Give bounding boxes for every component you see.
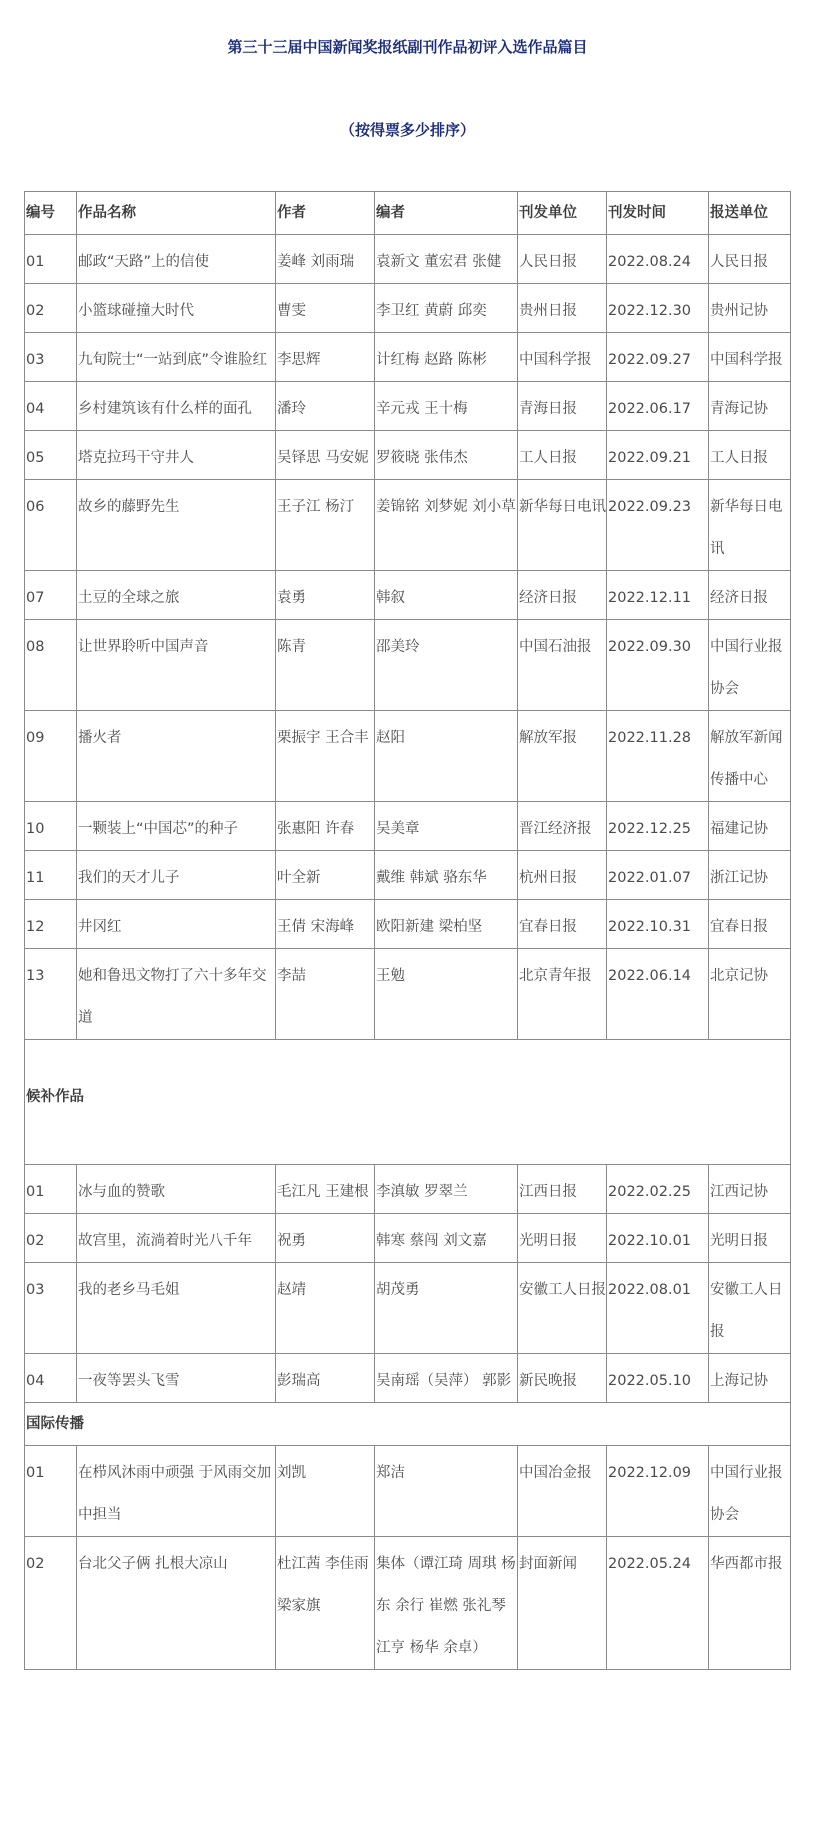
- cell-author: 祝勇: [276, 1214, 375, 1263]
- cell-work-title: 邮政“天路”上的信使: [77, 235, 276, 284]
- cell-work-title: 我的老乡马毛姐: [77, 1263, 276, 1354]
- table-row: [25, 235, 791, 284]
- header-editor: 编者: [375, 192, 518, 235]
- cell-author: 姜峰 刘雨瑞: [276, 235, 375, 284]
- table-row: [25, 1165, 791, 1214]
- cell-work-title: 故宫里，流淌着时光八千年: [77, 1214, 276, 1263]
- table-row: [25, 1354, 791, 1403]
- cell-submitting-unit: 中国行业报协会: [709, 1446, 791, 1537]
- cell-publish-date: 2022.09.21: [607, 431, 709, 480]
- cell-submitting-unit: 华西都市报: [709, 1537, 791, 1670]
- cell-publish-date: 2022.08.24: [607, 235, 709, 284]
- cell-submitting-unit: 贵州记协: [709, 284, 791, 333]
- cell-submitting-unit: 福建记协: [709, 802, 791, 851]
- cell-publisher: 中国石油报: [518, 620, 607, 711]
- international-works-body: [25, 1446, 791, 1670]
- cell-author: 张惠阳 许春: [276, 802, 375, 851]
- cell-editor: 袁新文 董宏君 张健: [375, 235, 518, 284]
- cell-editor: 赵阳: [375, 711, 518, 802]
- cell-work-title: 小篮球碰撞大时代: [77, 284, 276, 333]
- cell-publisher: 晋江经济报: [518, 802, 607, 851]
- cell-work-title: 播火者: [77, 711, 276, 802]
- cell-publisher: 青海日报: [518, 382, 607, 431]
- cell-editor: 李卫红 黄蔚 邱奕: [375, 284, 518, 333]
- cell-submitting-unit: 新华每日电讯: [709, 480, 791, 571]
- page-title: 第三十三届中国新闻奖报纸副刊作品初评入选作品篇目: [227, 38, 588, 56]
- cell-publisher: 江西日报: [518, 1165, 607, 1214]
- header-publish-date: 刊发时间: [607, 192, 709, 235]
- cell-work-title: 塔克拉玛干守井人: [77, 431, 276, 480]
- cell-author: 杜江茜 李佳雨 梁家旗: [276, 1537, 375, 1670]
- cell-editor: 王勉: [375, 949, 518, 1040]
- cell-publisher: 经济日报: [518, 571, 607, 620]
- cell-submitting-unit: 经济日报: [709, 571, 791, 620]
- cell-author: 李思辉: [276, 333, 375, 382]
- cell-number: 03: [25, 1263, 77, 1354]
- table-row: [25, 1537, 791, 1670]
- cell-number: 11: [25, 851, 77, 900]
- header-author: 作者: [276, 192, 375, 235]
- cell-editor: 欧阳新建 梁柏坚: [375, 900, 518, 949]
- cell-number: 01: [25, 1165, 77, 1214]
- cell-number: 01: [25, 235, 77, 284]
- cell-number: 02: [25, 284, 77, 333]
- cell-submitting-unit: 人民日报: [709, 235, 791, 284]
- cell-work-title: 九旬院士“一站到底”令谁脸红: [77, 333, 276, 382]
- cell-publisher: 光明日报: [518, 1214, 607, 1263]
- cell-publish-date: 2022.05.10: [607, 1354, 709, 1403]
- cell-submitting-unit: 工人日报: [709, 431, 791, 480]
- cell-work-title: 一夜等罢头飞雪: [77, 1354, 276, 1403]
- cell-author: 刘凯: [276, 1446, 375, 1537]
- cell-number: 04: [25, 1354, 77, 1403]
- cell-editor: 吴南瑶（吴萍） 郭影: [375, 1354, 518, 1403]
- cell-publish-date: 2022.06.14: [607, 949, 709, 1040]
- cell-author: 毛江凡 王建根: [276, 1165, 375, 1214]
- cell-publish-date: 2022.10.31: [607, 900, 709, 949]
- alternate-works-body: [25, 1165, 791, 1403]
- main-works-body: [25, 235, 791, 1040]
- table-row: [25, 333, 791, 382]
- cell-submitting-unit: 北京记协: [709, 949, 791, 1040]
- cell-submitting-unit: 安徽工人日报: [709, 1263, 791, 1354]
- international-section-row: [25, 1403, 791, 1446]
- cell-number: 12: [25, 900, 77, 949]
- table-row: [25, 802, 791, 851]
- cell-editor: 辛元戎 王十梅: [375, 382, 518, 431]
- cell-work-title: 井冈红: [77, 900, 276, 949]
- cell-publish-date: 2022.08.01: [607, 1263, 709, 1354]
- cell-publisher: 封面新闻: [518, 1537, 607, 1670]
- cell-editor: 胡茂勇: [375, 1263, 518, 1354]
- cell-submitting-unit: 宜春日报: [709, 900, 791, 949]
- international-section-label: 国际传播: [25, 1403, 791, 1446]
- cell-editor: 韩寒 蔡闯 刘文嘉: [375, 1214, 518, 1263]
- table-row: [25, 480, 791, 571]
- cell-number: 09: [25, 711, 77, 802]
- cell-publisher: 北京青年报: [518, 949, 607, 1040]
- cell-work-title: 让世界聆听中国声音: [77, 620, 276, 711]
- cell-number: 08: [25, 620, 77, 711]
- table-row: [25, 900, 791, 949]
- table-row: [25, 851, 791, 900]
- page-subtitle: （按得票多少排序）: [339, 121, 475, 139]
- cell-work-title: 土豆的全球之旅: [77, 571, 276, 620]
- cell-submitting-unit: 上海记协: [709, 1354, 791, 1403]
- cell-number: 07: [25, 571, 77, 620]
- cell-editor: 戴维 韩斌 骆东华: [375, 851, 518, 900]
- cell-publish-date: 2022.11.28: [607, 711, 709, 802]
- cell-number: 06: [25, 480, 77, 571]
- cell-publisher: 新民晚报: [518, 1354, 607, 1403]
- cell-editor: 姜锦铭 刘梦妮 刘小草: [375, 480, 518, 571]
- cell-number: 03: [25, 333, 77, 382]
- cell-author: 王子江 杨汀: [276, 480, 375, 571]
- cell-author: 李喆: [276, 949, 375, 1040]
- cell-publish-date: 2022.12.11: [607, 571, 709, 620]
- cell-editor: 计红梅 赵路 陈彬: [375, 333, 518, 382]
- cell-work-title: 乡村建筑该有什么样的面孔: [77, 382, 276, 431]
- cell-publisher: 杭州日报: [518, 851, 607, 900]
- cell-publisher: 中国冶金报: [518, 1446, 607, 1537]
- cell-publisher: 安徽工人日报: [518, 1263, 607, 1354]
- table-row: [25, 949, 791, 1040]
- table-row: [25, 620, 791, 711]
- cell-work-title: 一颗装上“中国芯”的种子: [77, 802, 276, 851]
- cell-author: 吴铎思 马安妮: [276, 431, 375, 480]
- cell-author: 彭瑞高: [276, 1354, 375, 1403]
- cell-publish-date: 2022.02.25: [607, 1165, 709, 1214]
- works-table: [24, 191, 791, 1670]
- cell-publisher: 宜春日报: [518, 900, 607, 949]
- cell-submitting-unit: 江西记协: [709, 1165, 791, 1214]
- cell-submitting-unit: 青海记协: [709, 382, 791, 431]
- cell-publisher: 人民日报: [518, 235, 607, 284]
- cell-publisher: 解放军报: [518, 711, 607, 802]
- cell-editor: 李滇敏 罗翠兰: [375, 1165, 518, 1214]
- cell-work-title: 故乡的藤野先生: [77, 480, 276, 571]
- cell-submitting-unit: 中国行业报协会: [709, 620, 791, 711]
- cell-author: 袁勇: [276, 571, 375, 620]
- cell-author: 潘玲: [276, 382, 375, 431]
- cell-editor: 罗筱晓 张伟杰: [375, 431, 518, 480]
- cell-number: 13: [25, 949, 77, 1040]
- cell-number: 02: [25, 1214, 77, 1263]
- cell-publish-date: 2022.06.17: [607, 382, 709, 431]
- cell-work-title: 我们的天才儿子: [77, 851, 276, 900]
- cell-publish-date: 2022.12.25: [607, 802, 709, 851]
- cell-publish-date: 2022.12.09: [607, 1446, 709, 1537]
- cell-publish-date: 2022.12.30: [607, 284, 709, 333]
- cell-author: 陈青: [276, 620, 375, 711]
- cell-publisher: 工人日报: [518, 431, 607, 480]
- table-row: [25, 284, 791, 333]
- cell-publish-date: 2022.09.27: [607, 333, 709, 382]
- table-row: [25, 431, 791, 480]
- table-row: [25, 571, 791, 620]
- cell-author: 王倩 宋海峰: [276, 900, 375, 949]
- cell-work-title: 在栉风沐雨中顽强 于风雨交加中担当: [77, 1446, 276, 1537]
- cell-work-title: 冰与血的赞歌: [77, 1165, 276, 1214]
- table-header-row: [25, 192, 791, 235]
- cell-publish-date: 2022.09.30: [607, 620, 709, 711]
- cell-submitting-unit: 浙江记协: [709, 851, 791, 900]
- table-row: [25, 711, 791, 802]
- cell-editor: 邵美玲: [375, 620, 518, 711]
- cell-author: 曹雯: [276, 284, 375, 333]
- cell-number: 02: [25, 1537, 77, 1670]
- cell-work-title: 台北父子俩 扎根大凉山: [77, 1537, 276, 1670]
- cell-editor: 韩叙: [375, 571, 518, 620]
- cell-editor: 集体（谭江琦 周琪 杨东 余行 崔燃 张礼琴 江亨 杨华 余卓）: [375, 1537, 518, 1670]
- cell-publisher: 贵州日报: [518, 284, 607, 333]
- header-number: 编号: [25, 192, 77, 235]
- cell-editor: 郑洁: [375, 1446, 518, 1537]
- cell-submitting-unit: 光明日报: [709, 1214, 791, 1263]
- header-submitting-unit: 报送单位: [709, 192, 791, 235]
- cell-publish-date: 2022.10.01: [607, 1214, 709, 1263]
- cell-publish-date: 2022.01.07: [607, 851, 709, 900]
- table-row: [25, 1214, 791, 1263]
- cell-number: 10: [25, 802, 77, 851]
- cell-submitting-unit: 解放军新闻传播中心: [709, 711, 791, 802]
- cell-publish-date: 2022.05.24: [607, 1537, 709, 1670]
- cell-publish-date: 2022.09.23: [607, 480, 709, 571]
- header-work-title: 作品名称: [77, 192, 276, 235]
- cell-number: 01: [25, 1446, 77, 1537]
- cell-author: 赵靖: [276, 1263, 375, 1354]
- header-publisher: 刊发单位: [518, 192, 607, 235]
- table-row: [25, 1263, 791, 1354]
- cell-work-title: 她和鲁迅文物打了六十多年交道: [77, 949, 276, 1040]
- table-row: [25, 382, 791, 431]
- cell-publisher: 中国科学报: [518, 333, 607, 382]
- cell-author: 栗振宇 王合丰: [276, 711, 375, 802]
- cell-submitting-unit: 中国科学报: [709, 333, 791, 382]
- cell-editor: 吴美章: [375, 802, 518, 851]
- cell-number: 05: [25, 431, 77, 480]
- cell-author: 叶全新: [276, 851, 375, 900]
- cell-number: 04: [25, 382, 77, 431]
- cell-publisher: 新华每日电讯: [518, 480, 607, 571]
- alternates-section-row: [25, 1040, 791, 1165]
- alternates-section-label: 候补作品: [25, 1040, 791, 1165]
- table-row: [25, 1446, 791, 1537]
